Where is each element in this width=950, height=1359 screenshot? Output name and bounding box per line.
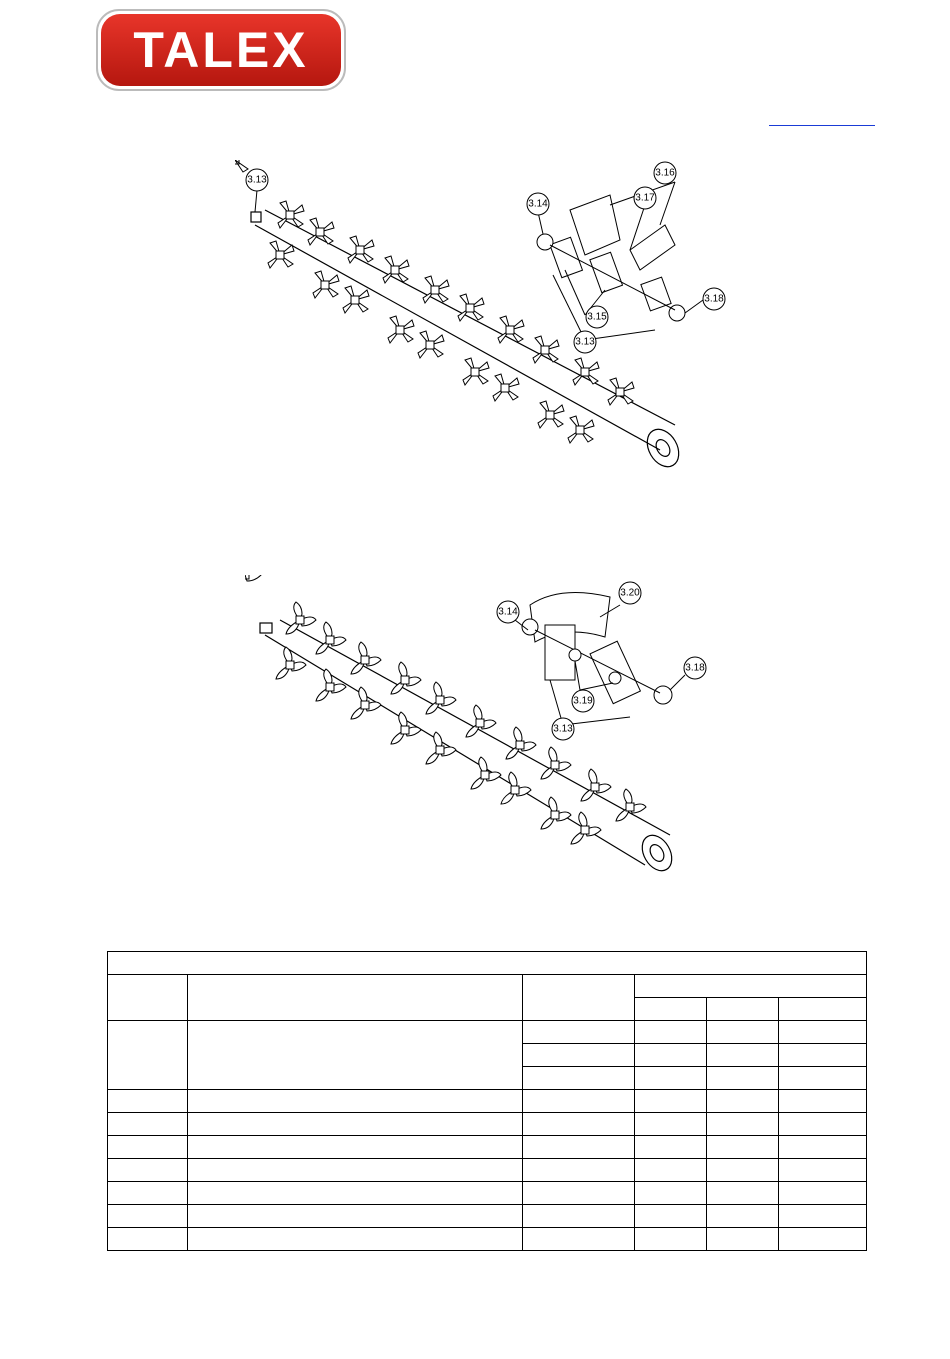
table-row <box>108 1159 867 1182</box>
table-row <box>108 1136 867 1159</box>
table-cell <box>108 1136 188 1159</box>
header-cell <box>635 975 867 998</box>
table-cell <box>523 1182 635 1205</box>
table-cell <box>523 1021 635 1044</box>
table-cell <box>523 1228 635 1251</box>
callout-label: 3.18 <box>685 662 705 674</box>
table-cell <box>108 1205 188 1228</box>
table-cell <box>635 1067 707 1090</box>
callout-label: 3.14 <box>498 606 518 618</box>
parts-table <box>107 951 867 1251</box>
table-cell <box>779 1228 867 1251</box>
table-caption-row <box>108 952 867 975</box>
table-cell <box>635 1182 707 1205</box>
header-cell <box>707 998 779 1021</box>
table-cell <box>523 1205 635 1228</box>
callout-label: 3.18 <box>704 293 724 305</box>
table-cell <box>108 1021 188 1090</box>
table-cell <box>779 1205 867 1228</box>
table-cell <box>779 1136 867 1159</box>
table-cell <box>108 1182 188 1205</box>
callout-label: 3.16 <box>655 167 675 179</box>
table-row <box>108 1228 867 1251</box>
table-cell <box>188 1228 523 1251</box>
table-cell <box>707 1067 779 1090</box>
callout-label: 3.19 <box>573 695 593 707</box>
table-row <box>108 1021 867 1044</box>
table-cell <box>707 1113 779 1136</box>
table-cell <box>635 1113 707 1136</box>
table-row <box>108 1205 867 1228</box>
table-cell <box>108 1090 188 1113</box>
table-row <box>108 1113 867 1136</box>
callout-label: 3.14 <box>528 198 548 210</box>
table-cell <box>635 1205 707 1228</box>
table-cell <box>188 1205 523 1228</box>
talex-logo <box>96 9 346 91</box>
table-cell <box>188 1113 523 1136</box>
table-cell <box>779 1067 867 1090</box>
table-cell <box>635 1159 707 1182</box>
table-cell <box>523 1044 635 1067</box>
table-cell <box>707 1021 779 1044</box>
rotor-figure-bottom <box>245 575 725 875</box>
table-cell <box>188 1021 523 1090</box>
table-cell <box>188 1090 523 1113</box>
table-cell <box>707 1044 779 1067</box>
table-cell <box>779 1044 867 1067</box>
svg-text:TALEX: TALEX <box>133 22 309 78</box>
table-row <box>108 1090 867 1113</box>
table-cell <box>108 1113 188 1136</box>
table-cell <box>635 1090 707 1113</box>
table-cell <box>188 1136 523 1159</box>
table-cell <box>188 1159 523 1182</box>
table-cell <box>707 1136 779 1159</box>
table-cell <box>523 1113 635 1136</box>
table-cell <box>707 1205 779 1228</box>
table-cell <box>188 1182 523 1205</box>
table-row <box>108 1182 867 1205</box>
link-underline[interactable] <box>769 109 875 126</box>
table-cell <box>779 1113 867 1136</box>
header-cell <box>108 975 188 1021</box>
table-cell <box>707 1228 779 1251</box>
table-cell <box>635 1228 707 1251</box>
table-cell <box>779 1021 867 1044</box>
callout-label: 3.13 <box>247 174 267 186</box>
table-cell <box>523 1159 635 1182</box>
table-cell <box>523 1067 635 1090</box>
table-cell <box>707 1182 779 1205</box>
callout-label: 3.15 <box>587 311 607 323</box>
header-cell <box>188 975 523 1021</box>
table-cell <box>707 1090 779 1113</box>
header-cell <box>779 998 867 1021</box>
table-caption-cell <box>108 952 867 975</box>
table-cell <box>779 1159 867 1182</box>
table-cell <box>523 1136 635 1159</box>
table-cell <box>108 1159 188 1182</box>
table-header-row <box>108 975 867 998</box>
table-cell <box>635 1021 707 1044</box>
callout-label: 3.17 <box>635 192 655 204</box>
table-cell <box>108 1228 188 1251</box>
callout-label: 3.13 <box>553 723 573 735</box>
table-cell <box>635 1044 707 1067</box>
header-cell <box>635 998 707 1021</box>
table-cell <box>779 1182 867 1205</box>
header-cell <box>523 975 635 1021</box>
rotor-figure-top <box>235 160 745 480</box>
table-cell <box>635 1136 707 1159</box>
table-cell <box>779 1090 867 1113</box>
callout-label: 3.20 <box>620 587 640 599</box>
callout-label: 3.13 <box>575 336 595 348</box>
table-cell <box>707 1159 779 1182</box>
table-cell <box>523 1090 635 1113</box>
